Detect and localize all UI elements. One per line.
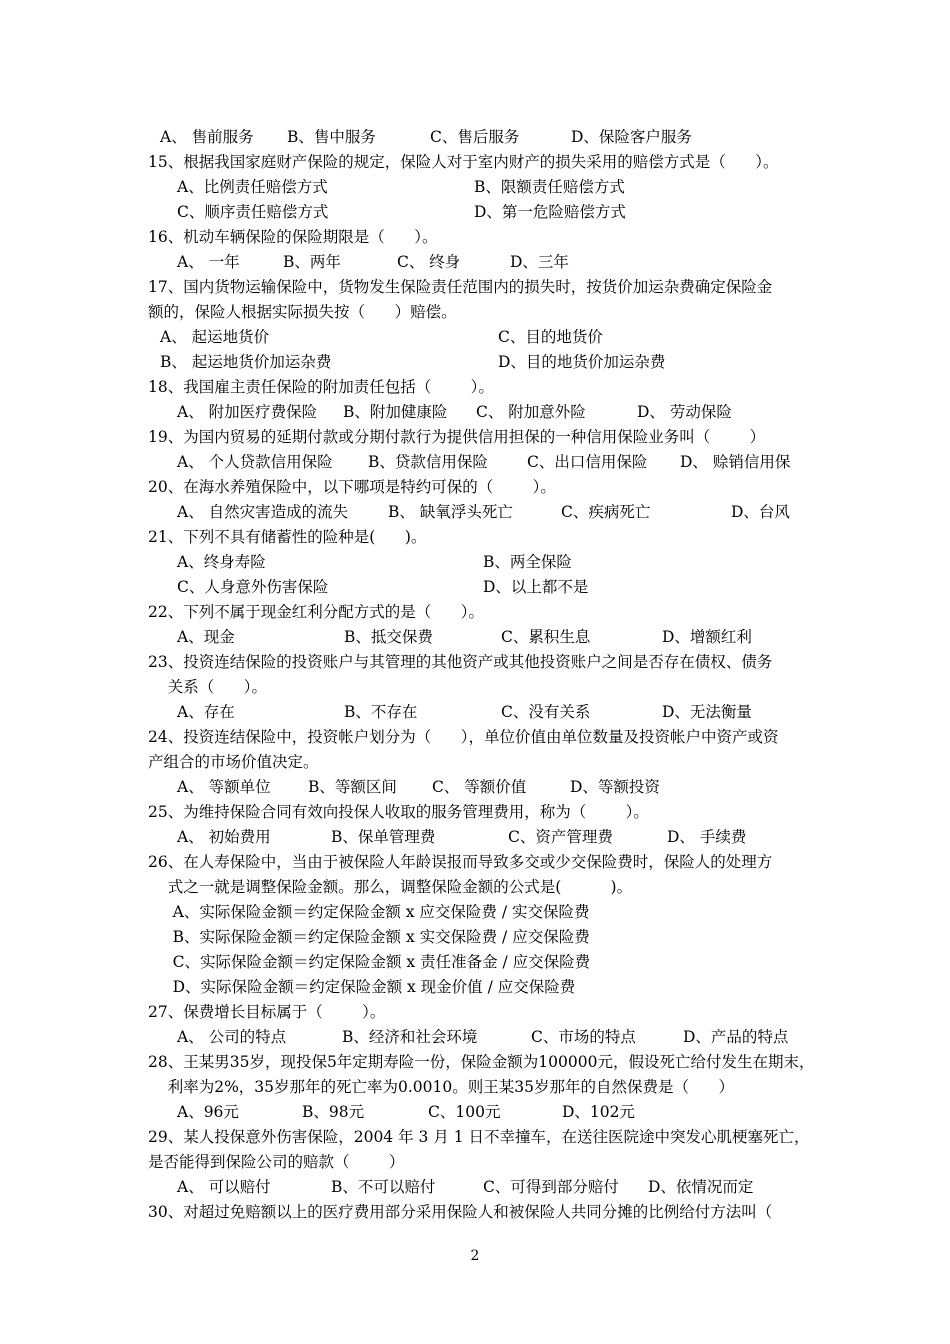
question-line: 式之一就是调整保险金额。那么，调整保险金额的公式是( )。 bbox=[148, 878, 633, 896]
answer-option: D、 赊销信用保 bbox=[680, 453, 791, 471]
answer-option: A、 初始费用 bbox=[177, 828, 271, 846]
question-line: D、实际保险金额＝约定保险金额 x 现金价值 / 应交保险费 bbox=[148, 978, 576, 996]
answer-option: A、 一年 bbox=[177, 253, 240, 271]
answer-option: D、第一危险赔偿方式 bbox=[474, 203, 626, 221]
answer-option: B、 起运地货价加运杂费 bbox=[160, 353, 332, 371]
answer-option: A、 售前服务 bbox=[160, 128, 254, 146]
question-line: 28、王某男35岁，现投保5年定期寿险一份，保险金额为100000元，假设死亡给付发生在期末， bbox=[148, 1053, 815, 1071]
answer-option: B、 缺氧浮头死亡 bbox=[388, 503, 513, 521]
answer-option: C、可得到部分赔付 bbox=[483, 1178, 619, 1196]
answer-option: A、 公司的特点 bbox=[177, 1028, 287, 1046]
answer-option: D、产品的特点 bbox=[683, 1028, 789, 1046]
question-line: 19、为国内贸易的延期付款或分期付款行为提供信用担保的一种信用保险业务叫（ ） bbox=[148, 428, 766, 446]
answer-option: A、比例责任赔偿方式 bbox=[177, 178, 328, 196]
question-line: 23、投资连结保险的投资账户与其管理的其他资产或其他投资账户之间是否存在债权、债务 bbox=[148, 653, 773, 671]
answer-option: C、市场的特点 bbox=[531, 1028, 636, 1046]
answer-option: C、人身意外伤害保险 bbox=[177, 578, 329, 596]
answer-option: B、不存在 bbox=[344, 703, 418, 721]
answer-option: B、两年 bbox=[283, 253, 341, 271]
answer-option: B、保单管理费 bbox=[331, 828, 436, 846]
answer-option: D、以上都不是 bbox=[483, 578, 589, 596]
answer-option: C、售后服务 bbox=[430, 128, 520, 146]
question-line: 是否能得到保险公司的赔款（ ） bbox=[148, 1153, 405, 1171]
answer-option: B、等额区间 bbox=[308, 778, 397, 796]
question-line: 30、对超过免赔额以上的医疗费用部分采用保险人和被保险人共同分摊的比例给付方法叫（ bbox=[148, 1203, 773, 1221]
answer-option: A、 附加医疗费保险 bbox=[177, 403, 318, 421]
question-line: 22、下列不属于现金红利分配方式的是（ ）。 bbox=[148, 603, 485, 621]
answer-option: B、贷款信用保险 bbox=[368, 453, 488, 471]
question-line: 17、国内货物运输保险中，货物发生保险责任范围内的损失时，按货价加运杂费确定保险金 bbox=[148, 278, 773, 296]
question-line: 21、下列不具有储蓄性的险种是( )。 bbox=[148, 528, 427, 546]
answer-option: D、依情况而定 bbox=[648, 1178, 754, 1196]
question-line: 利率为2%，35岁那年的死亡率为0.0010。则王某35岁那年的自然保费是（ ） bbox=[148, 1078, 735, 1096]
answer-option: D、102元 bbox=[562, 1103, 636, 1121]
page-number: 2 bbox=[470, 1248, 480, 1264]
question-line: 24、投资连结保险中，投资帐户划分为（ ），单位价值由单位数量及投资帐户中资产或资 bbox=[148, 728, 779, 746]
question-line: 25、为维持保险合同有效向投保人收取的服务管理费用，称为（ ）。 bbox=[148, 803, 649, 821]
answer-option: A、 自然灾害造成的流失 bbox=[177, 503, 349, 521]
answer-option: A、96元 bbox=[177, 1103, 239, 1121]
answer-option: A、终身寿险 bbox=[177, 553, 266, 571]
answer-option: A、 个人贷款信用保险 bbox=[177, 453, 333, 471]
answer-option: C、出口信用保险 bbox=[527, 453, 648, 471]
answer-option: A、 等额单位 bbox=[177, 778, 271, 796]
question-line: 29、某人投保意外伤害保险，2004 年 3 月 1 日不幸撞车，在送往医院途中突发心肌梗塞死亡， bbox=[148, 1128, 810, 1146]
answer-option: C、 附加意外险 bbox=[476, 403, 586, 421]
answer-option: C、顺序责任赔偿方式 bbox=[177, 203, 329, 221]
answer-option: C、100元 bbox=[428, 1103, 501, 1121]
question-line: B、实际保险金额＝约定保险金额 x 实交保险费 / 应交保险费 bbox=[148, 928, 590, 946]
answer-option: D、增额红利 bbox=[662, 628, 752, 646]
answer-option: C、 终身 bbox=[397, 253, 461, 271]
answer-option: B、附加健康险 bbox=[343, 403, 448, 421]
question-line: C、实际保险金额＝约定保险金额 x 责任准备金 / 应交保险费 bbox=[148, 953, 591, 971]
answer-option: B、两全保险 bbox=[483, 553, 572, 571]
answer-option: D、等额投资 bbox=[570, 778, 660, 796]
answer-option: B、不可以赔付 bbox=[331, 1178, 436, 1196]
answer-option: C、没有关系 bbox=[501, 703, 591, 721]
answer-option: D、 手续费 bbox=[667, 828, 747, 846]
answer-option: A、存在 bbox=[177, 703, 235, 721]
answer-option: D、无法衡量 bbox=[662, 703, 752, 721]
question-line: 产组合的市场价值决定。 bbox=[148, 753, 319, 771]
answer-option: C、累积生息 bbox=[501, 628, 591, 646]
question-line: 16、机动车辆保险的保险期限是（ ）。 bbox=[148, 228, 438, 246]
answer-option: B、售中服务 bbox=[287, 128, 376, 146]
question-line: A、实际保险金额＝约定保险金额 x 应交保险费 / 实交保险费 bbox=[148, 903, 590, 921]
answer-option: D、保险客户服务 bbox=[571, 128, 692, 146]
question-line: 关系（ ）。 bbox=[148, 678, 268, 696]
question-line: 额的，保险人根据实际损失按（ ）赔偿。 bbox=[148, 303, 457, 321]
answer-option: D、 劳动保险 bbox=[637, 403, 732, 421]
answer-option: C、疾病死亡 bbox=[561, 503, 651, 521]
answer-option: A、 可以赔付 bbox=[177, 1178, 271, 1196]
answer-option: A、现金 bbox=[177, 628, 235, 646]
answer-option: B、限额责任赔偿方式 bbox=[474, 178, 625, 196]
answer-option: D、三年 bbox=[510, 253, 569, 271]
answer-option: B、98元 bbox=[302, 1103, 365, 1121]
question-line: 26、在人寿保险中，当由于被保险人年龄误报而导致多交或少交保险费时，保险人的处理方 bbox=[148, 853, 773, 871]
answer-option: B、经济和社会环境 bbox=[342, 1028, 478, 1046]
question-line: 27、保费增长目标属于（ ）。 bbox=[148, 1003, 386, 1021]
answer-option: D、目的地货价加运杂费 bbox=[498, 353, 666, 371]
answer-option: B、抵交保费 bbox=[344, 628, 433, 646]
answer-option: C、 等额价值 bbox=[432, 778, 527, 796]
question-line: 18、我国雇主责任保险的附加责任包括（ ）。 bbox=[148, 378, 494, 396]
answer-option: C、目的地货价 bbox=[498, 328, 603, 346]
answer-option: A、 起运地货价 bbox=[160, 328, 270, 346]
question-line: 15、根据我国家庭财产保险的规定，保险人对于室内财产的损失采用的赔偿方式是（ ）。 bbox=[148, 153, 779, 171]
question-line: 20、在海水养殖保险中，以下哪项是特约可保的（ ）。 bbox=[148, 478, 556, 496]
answer-option: D、台风 bbox=[731, 503, 790, 521]
answer-option: C、资产管理费 bbox=[508, 828, 613, 846]
